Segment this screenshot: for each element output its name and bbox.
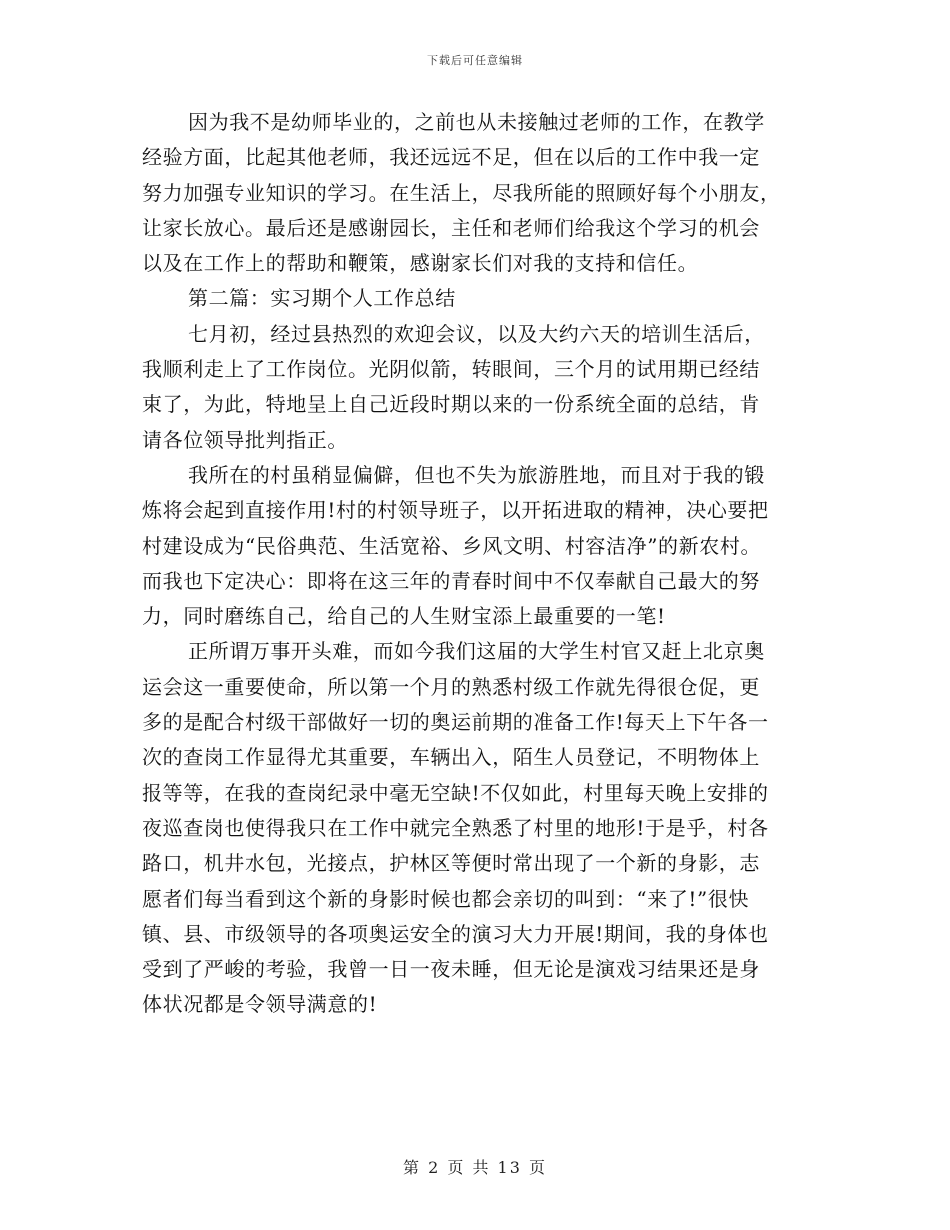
text-line: 我顺利走上了工作岗位。光阴似箭，转眼间，三个月的试用期已经结 xyxy=(142,357,760,382)
text-line: 第二篇：实习期个人工作总结 xyxy=(188,286,456,311)
document-body xyxy=(142,105,810,1023)
text-line: 经验方面，比起其他老师，我还远远不足，但在以后的工作中我一定 xyxy=(142,145,760,170)
text-line: 运会这一重要使命，所以第一个月的熟悉村级工作就先得很仓促，更 xyxy=(142,674,760,699)
text-line: 我所在的村虽稍显偏僻，但也不失为旅游胜地，而且对于我的锻 xyxy=(188,462,765,487)
text-line: 让家长放心。最后还是感谢园长，主任和老师们给我这个学习的机会 xyxy=(142,215,760,240)
text-line: 以及在工作上的帮助和鞭策，感谢家长们对我的支持和信任。 xyxy=(142,251,699,276)
text-line: 努力加强专业知识的学习。在生活上，尽我所能的照顾好每个小朋友， xyxy=(142,180,781,205)
text-line: 夜巡查岗也使得我只在工作中就完全熟悉了村里的地形!于是乎，村各 xyxy=(142,815,769,840)
text-line: 村建设成为“民俗典范、生活宽裕、乡风文明、村容洁净”的新农村。 xyxy=(142,533,762,558)
text-line: 力，同时磨练自己，给自己的人生财宝添上最重要的一笔! xyxy=(142,604,666,629)
page-footer: 第 2 页 共 13 页 xyxy=(403,1158,547,1177)
text-line: 愿者们每当看到这个新的身影时候也都会亲切的叫到：“来了!”很快 xyxy=(142,886,750,911)
text-line: 镇、县、市级领导的各项奥运安全的演习大力开展!期间，我的身体也 xyxy=(142,921,769,946)
text-line: 七月初，经过县热烈的欢迎会议，以及大约六天的培训生活后， xyxy=(188,321,765,346)
text-line: 报等等，在我的查岗纪录中毫无空缺!不仅如此，村里每天晚上安排的 xyxy=(142,780,769,805)
text-line: 请各位领导批判指正。 xyxy=(142,427,348,452)
text-line: 而我也下定决心：即将在这三年的青春时间中不仅奉献自己最大的努 xyxy=(142,568,760,593)
text-line: 体状况都是令领导满意的! xyxy=(142,992,378,1017)
text-line: 正所谓万事开头难，而如今我们这届的大学生村官又赶上北京奥 xyxy=(188,639,765,664)
text-line: 路口，机井水包，光接点，护林区等便时常出现了一个新的身影，志 xyxy=(142,851,760,876)
text-line: 次的查岗工作显得尤其重要，车辆出入，陌生人员登记，不明物体上 xyxy=(142,745,760,770)
text-line: 因为我不是幼师毕业的，之前也从未接触过老师的工作，在教学 xyxy=(188,110,765,134)
text-line: 束了，为此，特地呈上自己近段时期以来的一份系统全面的总结，肯 xyxy=(142,392,760,417)
page-header: 下载后可任意编辑 xyxy=(427,54,523,67)
text-line: 多的是配合村级干部做好一切的奥运前期的准备工作!每天上下午各一 xyxy=(142,710,769,735)
text-line: 炼将会起到直接作用!村的村领导班子，以开拓进取的精神，决心要把 xyxy=(142,498,769,523)
text-line: 受到了严峻的考验，我曾一日一夜未睡，但无论是演戏习结果还是身 xyxy=(142,957,760,982)
